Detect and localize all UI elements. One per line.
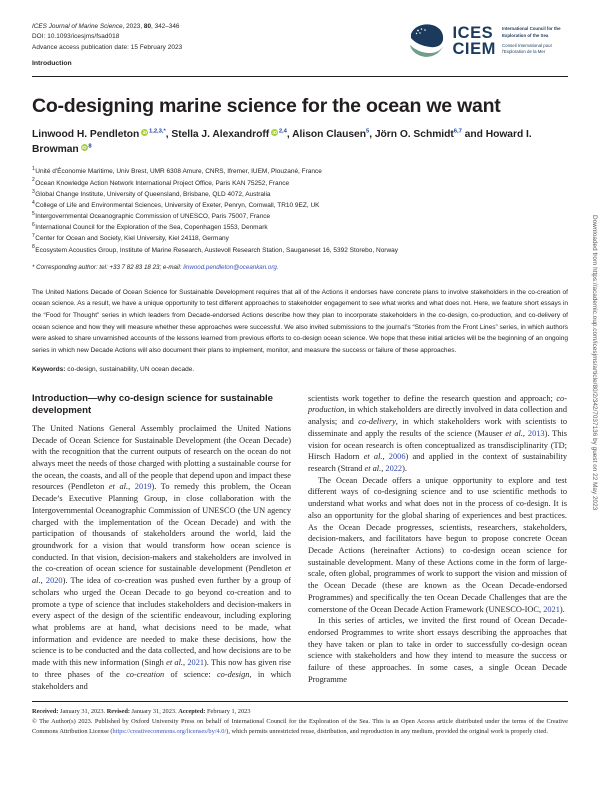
corresponding-author-email[interactable]: linwood.pendleton@oceankan.org. <box>183 263 279 271</box>
ices-logo-text <box>452 25 568 57</box>
logo-subtitle-english: International Council for the Exploration of the Sea <box>502 26 561 38</box>
body-paragraph: scientists work together to define the research question and approach; co-production, in which stakeholders are directly involved in data collection and analysis; and co-delivery, in which stakeholders work with scientists to disseminate and apply the results of the science (Mauser et al., 2013). This vision for ocean research is often conceptualized as transdisciplinarity (TD; Hirsch Hadorn et al., 2006) and applied in the context of sustainability research (Strand et al., 2022). <box>308 393 568 473</box>
accepted-label: Accepted: <box>178 708 206 716</box>
masthead <box>32 20 568 69</box>
ices-globe-icon <box>407 21 447 61</box>
advance-access-date: Advance access publication date: 15 February 2023 <box>32 43 183 51</box>
affiliation-text: Ocean Knowledge Action Network International Project Office, Paris KAN 75252, France <box>35 179 290 187</box>
masthead-citation-block <box>32 20 182 69</box>
journal-title: ICES Journal of Marine Science <box>32 23 123 30</box>
author-name: Jörn O. Schmidt <box>374 128 454 140</box>
italic-term: et al. <box>32 564 291 586</box>
doi-line[interactable]: DOI: 10.1093/icesjms/fsad018 <box>32 33 120 41</box>
license-text-before: © The Author(s) 2023. Published by Oxford University Press on behalf of International Council for the Exploration of the Sea. This is an Open Access article distributed under the terms of the Creative Commons Attribution License ( <box>32 718 568 736</box>
masthead-divider <box>32 76 568 77</box>
article-category: Introduction <box>32 60 72 68</box>
logo-subtitle-french: Conseil International pour l'Exploration de la Mer <box>502 42 553 55</box>
left-column <box>32 393 291 693</box>
abstract-text: The United Nations Decade of Ocean Science for Sustainable Development requires that all of the Actions it endorses have concrete plans to involve stakeholders in the co-creation of ocean science. As a result, we have a unique opportunity to test different approaches to stakeholder engagement to see what works and what does not. Here, we feature short essays in the “Food for Thought” series in which leaders from Decade-endorsed Actions describe how they plan to incorporate stakeholders in the co-design, co-production, and co-delivery of ocean science and how they will measure whether these approaches were successful. We also invited submissions to the journal’s “Stories from the Front Lines” series, in which authors were asked to share unvarnished accounts of the lessons learned from previous efforts to co-design ocean science. We hope that these initial articles will be the beginning of an ongoing series in which new Decade Actions will also document their plans to implement, monitor, and measure the success or failure of these approaches. <box>32 288 568 354</box>
italic-term: et al. <box>108 482 129 492</box>
revised-label: Revised: <box>106 708 130 716</box>
citation-link[interactable]: 2013 <box>527 428 545 438</box>
affiliation-text: Center for Ocean and Society, Kiel University, Kiel 24118, Germany <box>35 235 229 243</box>
affiliation-text: International Council for the Exploration of the Sea, Copenhagen 1553, Denmark <box>35 224 268 232</box>
affiliation-text: Intergovernmental Oceanographic Commission of UNESCO, Paris 75007, France <box>35 213 271 221</box>
affiliation-number: 6 <box>32 222 35 229</box>
author-name: Alison Clausen <box>292 128 366 140</box>
body-paragraph: The United Nations General Assembly proclaimed the United Nations Decade of Ocean Science for Sustainable Development (the Ocean Decade) with the recognition that the current outputs of research on the ocean do not always meet the needs of those charged with plotting a sustainable course for the ocean, the coasts, and all of the people that depend upon and impact these resources (Pendleton et al., 2019). To remedy this problem, the Ocean Decade’s Executive Planning Group, in close collaboration with the Intergovernmental Oceanographic Commission of UNESCO (the UN agency charged with the implementation of the Ocean Decade) and with the participation of thousands of stakeholders around the world, laid the groundwork for a vision that would transform how ocean science is conducted. In that vision, decision-makers and stakeholders are involved in the co-creation of ocean science for sustainable development (Pendleton et al., 2020). The idea of co-creation was pushed even further by a group of scholars who urged the Ocean Decade to go beyond co-creation and to promote a type of science that includes stakeholders and decision-makers in every aspect of the design of the scientific endeavour, including exploring what problems are at hand, what decisions need to be made, what information and evidence are needed to make these decisions, how the science is to be conducted and the data collected, and how decisions are to be made with this new information (Singh et al., 2021). This now has given rise to three phases of the co-creation of science: co-design, in which stakeholders and <box>32 423 292 691</box>
italic-term: co-creation <box>126 669 165 679</box>
affiliation-number: 2 <box>32 177 35 184</box>
body-paragraph: In this series of articles, we invited the first round of Ocean Decade-endorsed Programmes to write short essays describing the approaches that they have taken or plan to take in order to successfully co-design ocean science with stakeholders and how they intend to measure the success or failure of these approaches. In some cases, a single Ocean Decade Programme <box>308 616 567 684</box>
author-name: Linwood H. Pendleton <box>32 128 140 140</box>
author-affiliation-marker[interactable]: 8 <box>88 143 92 150</box>
orcid-icon[interactable] <box>141 129 148 136</box>
footer-block <box>32 707 568 736</box>
received-revised-accepted <box>32 707 568 717</box>
italic-term: et al. <box>363 452 383 462</box>
right-column-paragraphs <box>308 393 567 686</box>
italic-term: et al. <box>364 463 382 473</box>
page-title: Co-designing marine science for the ocean we want <box>32 95 501 118</box>
logo-letters-ciem: CIEM <box>452 40 496 58</box>
affiliation-item <box>32 233 568 244</box>
keywords <box>32 366 568 373</box>
affiliation-item <box>32 200 568 211</box>
italic-term: et al. <box>505 428 523 438</box>
author-affiliation-marker[interactable]: 6,7 <box>453 128 462 135</box>
affiliation-text: Ecosystem Acoustics Group, Institute of Marine Research, Austevoll Research Station, Sauganeset 16, 5392 Storebo, Norway <box>35 246 399 254</box>
received-label: Received: <box>32 708 59 716</box>
keywords-label: Keywords: <box>32 365 66 373</box>
right-column <box>308 393 567 693</box>
orcid-icon[interactable] <box>271 129 278 136</box>
author-affiliation-marker[interactable]: 1,2,3,* <box>148 128 166 135</box>
author-affiliation-marker[interactable]: 2,4 <box>278 128 287 135</box>
italic-term: et al. <box>166 658 183 668</box>
ices-logo <box>407 20 568 61</box>
author-list: Linwood H. Pendleton iD $^{1,2,3,*}$, Stella J. Alexandroff iD $^{2,4}$, Alison Clausen$^5$, Jörn O. Schmidt$^{6,7}$ and Howard I. Browman iD $^8$ <box>32 127 568 158</box>
received-date: January 31, 2023. <box>58 708 107 716</box>
affiliation-text: Unité d'Économie Maritime, Univ Brest, UMR 6308 Amure, CNRS, Ifremer, IUEM, Plouzané, France <box>35 168 322 176</box>
citation-link[interactable]: 2021 <box>543 604 560 614</box>
affiliation-text: College of Life and Environmental Sciences, University of Exeter, Penryn, Cornwall, TR10 9EZ, UK <box>35 201 320 209</box>
body-paragraph: The Ocean Decade offers a unique opportunity to explore and test different ways of co-designing science and to use scientific methods to understand what works and what does not in the process of co-design. It is also an opportunity for the global sharing of experiences and best practices. As the Ocean Decade progresses, scientists, researchers, stakeholders, decision-makers, and facilitators have begun to propose concrete Ocean Decade Actions (hereinafter Actions) to co-design ocean science for sustainable development. Many of these Actions come in the form of large-scale, often global, programmes of work to support the vision and mission of the Ocean Decade (these are known as the Ocean Decade-endorsed Programmes) and specifically the ten Ocean Decade Challenges that are the cornerstone of the Ocean Decade Action Framework (UNESCO-IOC, 2021). <box>308 475 567 614</box>
affiliation-item <box>32 178 568 189</box>
logo-letters-ices: ICES <box>452 23 494 42</box>
ices-logo-subtitle <box>502 26 568 56</box>
affiliation-number: 4 <box>32 199 35 206</box>
italic-term: co-production <box>308 393 567 415</box>
italic-term: co-delivery <box>358 417 396 427</box>
citation-link[interactable]: 2020 <box>45 576 63 586</box>
journal-volume: 80 <box>143 23 152 30</box>
journal-year: , 2023, <box>122 23 144 30</box>
affiliation-item <box>32 211 568 222</box>
author-affiliation-marker[interactable]: 5 <box>365 128 370 135</box>
citation-link[interactable]: 2019 <box>134 482 152 492</box>
affiliation-number: 7 <box>32 233 35 240</box>
keywords-value: co-design, sustainability, UN ocean decade. <box>65 365 195 373</box>
body-columns <box>32 393 568 693</box>
left-column-paragraphs <box>32 423 291 693</box>
corresponding-author-label: * Corresponding author: tel: +33 7 82 83 18 23; e-mail: <box>32 263 184 271</box>
author-name: Stella J. Alexandroff <box>171 128 270 140</box>
orcid-icon[interactable] <box>81 144 88 151</box>
author-name: Howard I. Browman <box>32 128 532 155</box>
citation-link[interactable]: 2006 <box>388 452 406 462</box>
journal-pages: , 342–346 <box>151 23 180 30</box>
citation-link[interactable]: 2022 <box>385 463 403 473</box>
affiliation-number: 8 <box>32 244 35 251</box>
affiliation-item <box>32 245 568 256</box>
affiliation-text: Global Change Institute, University of Queensland, Brisbane, QLD 4072, Australia <box>35 190 271 198</box>
revised-date: January 31, 2023. <box>129 708 179 716</box>
corresponding-author <box>32 264 568 271</box>
license-text-after: ), which permits unrestricted reuse, distribution, and reproduction in any medium, provided the original work is properly cited. <box>226 728 548 736</box>
citation-link[interactable]: 2021 <box>187 658 205 668</box>
ices-logo-letters <box>452 25 496 57</box>
affiliation-list <box>32 166 568 255</box>
affiliation-item <box>32 189 568 200</box>
affiliation-item <box>32 222 568 233</box>
license-url[interactable]: https://creativecommons.org/licenses/by/4.0/ <box>112 728 227 736</box>
footer-divider <box>32 701 568 702</box>
affiliation-item <box>32 166 568 177</box>
download-source-sidebar: Downloaded from https://academic.oup.com/icesjms/article/80/2/342/7037136 by guest on 22 May 2023 <box>591 215 598 511</box>
italic-term: co-design <box>216 669 250 679</box>
accepted-date: February 1, 2023 <box>205 708 251 716</box>
license-statement <box>32 717 568 736</box>
section-heading-introduction: Introduction—why co-design science for sustainable development <box>32 392 273 416</box>
affiliation-number: 5 <box>32 210 35 217</box>
affiliation-number: 3 <box>32 188 35 195</box>
affiliation-number: 1 <box>32 166 35 173</box>
journal-citation-line <box>32 22 182 32</box>
